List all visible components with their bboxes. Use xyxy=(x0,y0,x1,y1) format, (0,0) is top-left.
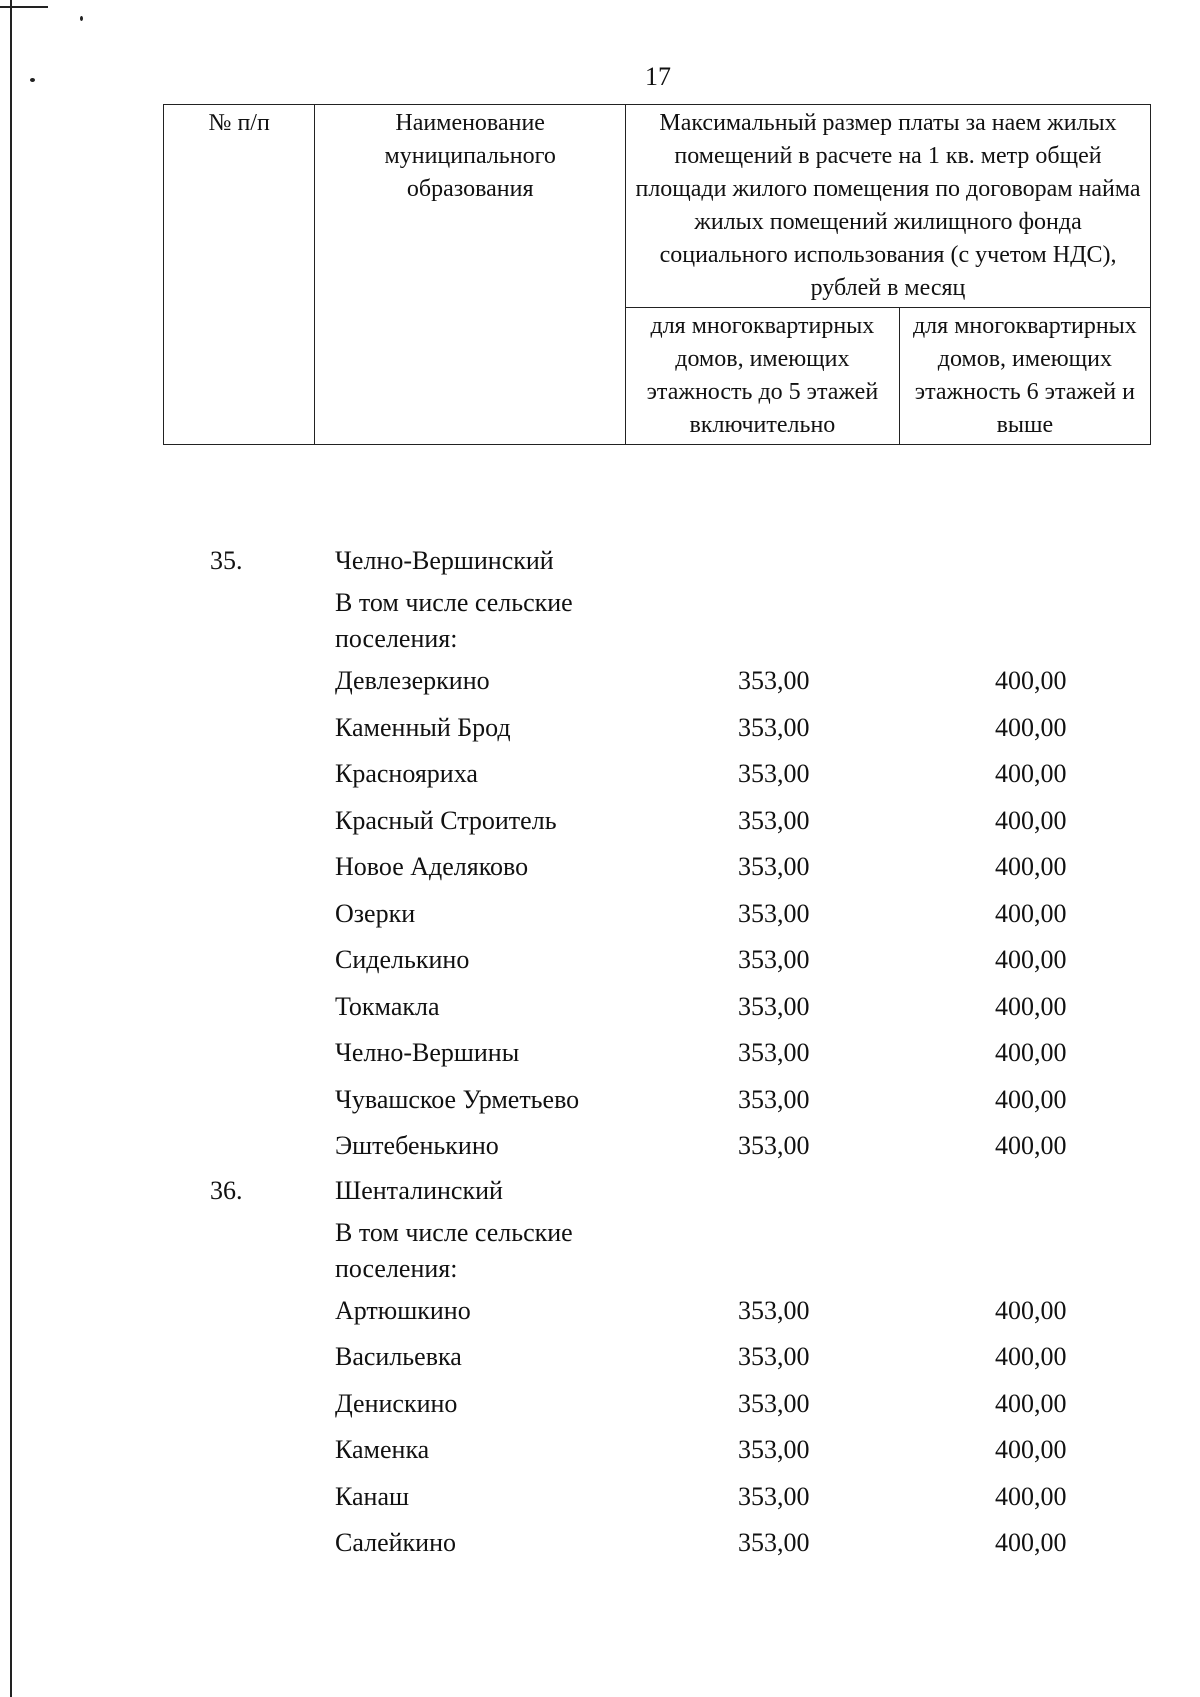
fee-up-to-5-floors: 353,00 xyxy=(738,898,810,928)
table-row xyxy=(0,1030,1200,1077)
fee-up-to-5-floors: 353,00 xyxy=(738,1295,810,1325)
settlement-name: Сиделькино xyxy=(335,945,470,974)
scan-top-mark xyxy=(0,6,48,8)
fee-6-floors-and-above: 400,00 xyxy=(995,805,1067,835)
fee-6-floors-and-above: 400,00 xyxy=(995,1388,1067,1418)
settlement-name: Новое Аделяково xyxy=(335,852,529,881)
settlement-name: Денискино xyxy=(335,1388,458,1418)
table-row xyxy=(0,705,1200,752)
fee-up-to-5-floors: 353,00 xyxy=(738,1084,810,1114)
settlement-name: Эштебенькино xyxy=(335,1131,499,1160)
subheading-row xyxy=(0,1212,1200,1288)
fee-up-to-5-floors: 353,00 xyxy=(738,1388,810,1418)
settlement-name: Васильевка xyxy=(335,1342,462,1371)
table-row xyxy=(0,1381,1200,1428)
fee-up-to-5-floors: 353,00 xyxy=(738,991,810,1021)
settlement-name: Красный Строитель xyxy=(335,805,557,835)
fee-6-floors-and-above: 400,00 xyxy=(995,898,1067,928)
table-row xyxy=(0,658,1200,705)
fee-6-floors-and-above: 400,00 xyxy=(995,712,1067,742)
table-row xyxy=(0,937,1200,984)
subheading-row xyxy=(0,582,1200,658)
fee-up-to-5-floors: 353,00 xyxy=(738,945,810,974)
table-row xyxy=(0,1520,1200,1567)
header-col-up-to-5-floors: для многоквартирных домов, имеющих этажность до 5 этажей включительно xyxy=(626,308,900,445)
settlement-name: Токмакла xyxy=(335,991,440,1021)
header-col-number: № п/п xyxy=(164,105,315,445)
settlement-name: Челно-Вершины xyxy=(335,1038,520,1067)
header-col-max-fee: Максимальный размер платы за наем жилых помещений в расчете на 1 кв. метр общей площади жилого помещения по договорам найма жилых помещений жилищного фонда социального использования (с учетом НДС), рублей в месяц xyxy=(626,105,1151,308)
table-row xyxy=(0,891,1200,938)
table-row xyxy=(0,984,1200,1031)
district-number: 36. xyxy=(210,1175,243,1205)
fee-up-to-5-floors: 353,00 xyxy=(738,1038,810,1067)
subheading-text: В том числе сельские поселения: xyxy=(335,588,573,653)
fee-up-to-5-floors: 353,00 xyxy=(738,1342,810,1371)
district-name: Шенталинский xyxy=(335,1175,503,1205)
district-row xyxy=(0,540,1200,582)
fee-6-floors-and-above: 400,00 xyxy=(995,1342,1067,1371)
fee-6-floors-and-above: 400,00 xyxy=(995,1295,1067,1325)
fee-up-to-5-floors: 353,00 xyxy=(738,712,810,742)
fee-6-floors-and-above: 400,00 xyxy=(995,1038,1067,1067)
fee-6-floors-and-above: 400,00 xyxy=(995,1131,1067,1160)
fee-up-to-5-floors: 353,00 xyxy=(738,1131,810,1160)
table-body xyxy=(0,540,1200,1567)
table-row xyxy=(0,1474,1200,1521)
header-col-name: Наименование муниципального образования xyxy=(315,105,626,445)
table-row xyxy=(0,798,1200,845)
settlement-name: Краснояриха xyxy=(335,759,478,788)
table-row xyxy=(0,844,1200,891)
district-row xyxy=(0,1170,1200,1212)
scan-speck xyxy=(80,16,83,21)
settlement-name: Каменный Брод xyxy=(335,712,511,742)
table-row xyxy=(0,1123,1200,1170)
settlement-name: Салейкино xyxy=(335,1528,456,1557)
table-row xyxy=(0,1334,1200,1381)
fee-6-floors-and-above: 400,00 xyxy=(995,1481,1067,1511)
table-row xyxy=(0,1077,1200,1124)
fee-up-to-5-floors: 353,00 xyxy=(738,805,810,835)
fee-6-floors-and-above: 400,00 xyxy=(995,666,1067,695)
settlement-name: Озерки xyxy=(335,898,416,928)
page-number: 17 xyxy=(645,62,671,91)
district-name: Челно-Вершинский xyxy=(335,546,554,575)
table-header xyxy=(163,104,1151,445)
fee-up-to-5-floors: 353,00 xyxy=(738,1435,810,1464)
settlement-name: Артюшкино xyxy=(335,1295,471,1325)
header-col-6-floors-and-above: для многоквартирных домов, имеющих этажность 6 этажей и выше xyxy=(899,308,1150,445)
district-number: 35. xyxy=(210,546,243,575)
fee-6-floors-and-above: 400,00 xyxy=(995,1435,1067,1464)
table-row xyxy=(0,1288,1200,1335)
settlement-name: Канаш xyxy=(335,1481,410,1511)
fee-6-floors-and-above: 400,00 xyxy=(995,852,1067,881)
table-row xyxy=(0,1427,1200,1474)
fee-up-to-5-floors: 353,00 xyxy=(738,1528,810,1557)
settlement-name: Каменка xyxy=(335,1435,430,1464)
fee-up-to-5-floors: 353,00 xyxy=(738,759,810,788)
fee-6-floors-and-above: 400,00 xyxy=(995,1084,1067,1114)
subheading-text: В том числе сельские поселения: xyxy=(335,1217,573,1283)
settlement-name: Чувашское Урметьево xyxy=(335,1084,580,1114)
settlement-name: Девлезеркино xyxy=(335,666,490,695)
fee-up-to-5-floors: 353,00 xyxy=(738,852,810,881)
fee-6-floors-and-above: 400,00 xyxy=(995,1528,1067,1557)
fee-6-floors-and-above: 400,00 xyxy=(995,991,1067,1021)
table-row xyxy=(0,751,1200,798)
fee-up-to-5-floors: 353,00 xyxy=(738,666,810,695)
fee-6-floors-and-above: 400,00 xyxy=(995,945,1067,974)
fee-6-floors-and-above: 400,00 xyxy=(995,759,1067,788)
fee-up-to-5-floors: 353,00 xyxy=(738,1481,810,1511)
